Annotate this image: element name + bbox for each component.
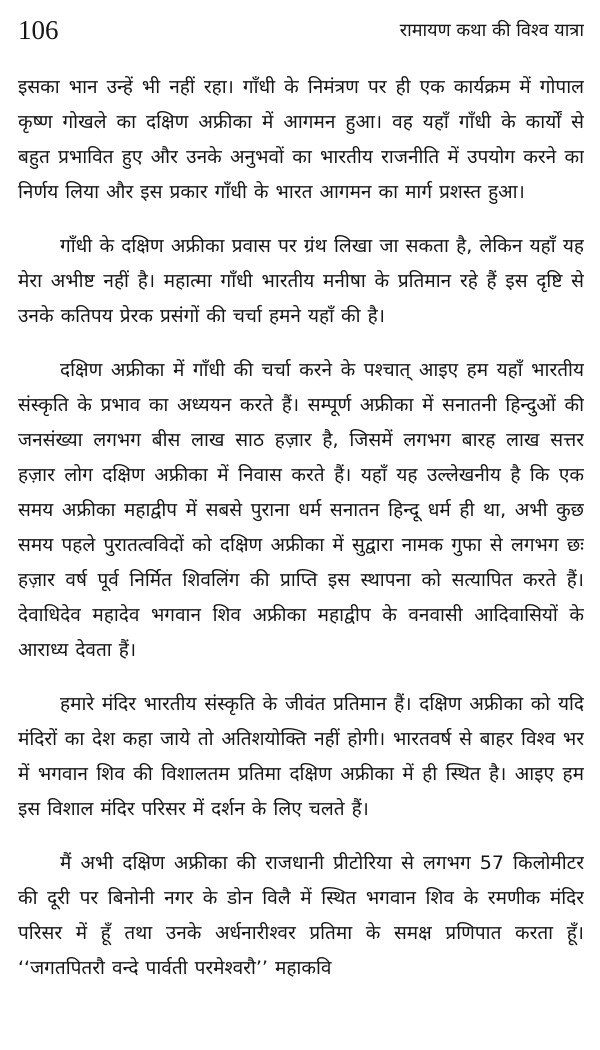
page-header	[18, 14, 584, 50]
page-number: 106	[18, 15, 59, 45]
book-page	[18, 14, 584, 1040]
paragraph-4: हमारे मंदिर भारतीय संस्कृति के जीवंत प्रतिमान हैं। दक्षिण अफ्रीका को यदि मंदिरों का देश कहा जाये तो अतिशयोक्ति नहीं होगी। भारतवर्ष से बाहर विश्व भर में भगवान शिव की विशालतम प्रतिमा दक्षिण अफ्रीका में ही स्थित है। आइए हम इस विशाल मंदिर परिसर में दर्शन के लिए चलते हैं।	[18, 693, 584, 820]
paragraph-1: इसका भान उन्हें भी नहीं रहा। गाँधी के निमंत्रण पर ही एक कार्यक्रम में गोपाल कृष्ण गोखले का दक्षिण अफ्रीका में आगमन हुआ। वह यहाँ गाँधी के कार्यों से बहुत प्रभावित हुए और उनके अनुभवों का भारतीय राजनीति में उपयोग करने का निर्णय लिया और इस प्रकार गाँधी के भारत आगमन का मार्ग प्रशस्त हुआ।	[18, 76, 584, 203]
paragraph-2: गाँधी के दक्षिण अफ्रीका प्रवास पर ग्रंथ लिखा जा सकता है, लेकिन यहाँ यह मेरा अभीष्ट नहीं है। महात्मा गाँधी भारतीय मनीषा के प्रतिमान रहे हैं इस दृष्टि से उनके कतिपय प्रेरक प्रसंगों की चर्चा हमने यहाँ की है।	[18, 235, 584, 327]
paragraph-3: दक्षिण अफ्रीका में गाँधी की चर्चा करने के पश्चात् आइए हम यहाँ भारतीय संस्कृति के प्रभाव का अध्ययन करते हैं। सम्पूर्ण अफ्रीका में सनातनी हिन्दुओं की जनसंख्या लगभग बीस लाख साठ हज़ार है, जिसमें लगभग बारह लाख सत्तर हज़ार लोग दक्षिण अफ्रीका में निवास करते हैं। यहाँ यह उल्लेखनीय है कि एक समय अफ्रीका महाद्वीप में सबसे पुराना धर्म सनातन हिन्दू धर्म ही था, अभी कुछ समय पहले पुरातत्वविदों को दक्षिण अफ्रीका में सुद्वारा नामक गुफा से लगभग छः हज़ार वर्ष पूर्व निर्मित शिवलिंग की प्राप्ति इस स्थापना को सत्यापित करते हैं। देवाधिदेव महादेव भगवान शिव अफ्रीका महाद्वीप के वनवासी आदिवासियों के आराध्य देवता हैं।	[18, 359, 584, 661]
paragraph-5: मैं अभी दक्षिण अफ्रीका की राजधानी प्रीटोरिया से लगभग 57 किलोमीटर की दूरी पर बिनोनी नगर के डोन विलै में स्थित भगवान शिव के रमणीक मंदिर परिसर में हूँ तथा उनके अर्धनारीश्वर प्रतिमा के समक्ष प्रणिपात करता हूँ। ‘‘जगतपितरौ वन्दे पार्वती परमेश्वरौ’’ महाकवि	[18, 852, 584, 979]
running-title: रामायण कथा की विश्व यात्रा	[399, 20, 584, 41]
